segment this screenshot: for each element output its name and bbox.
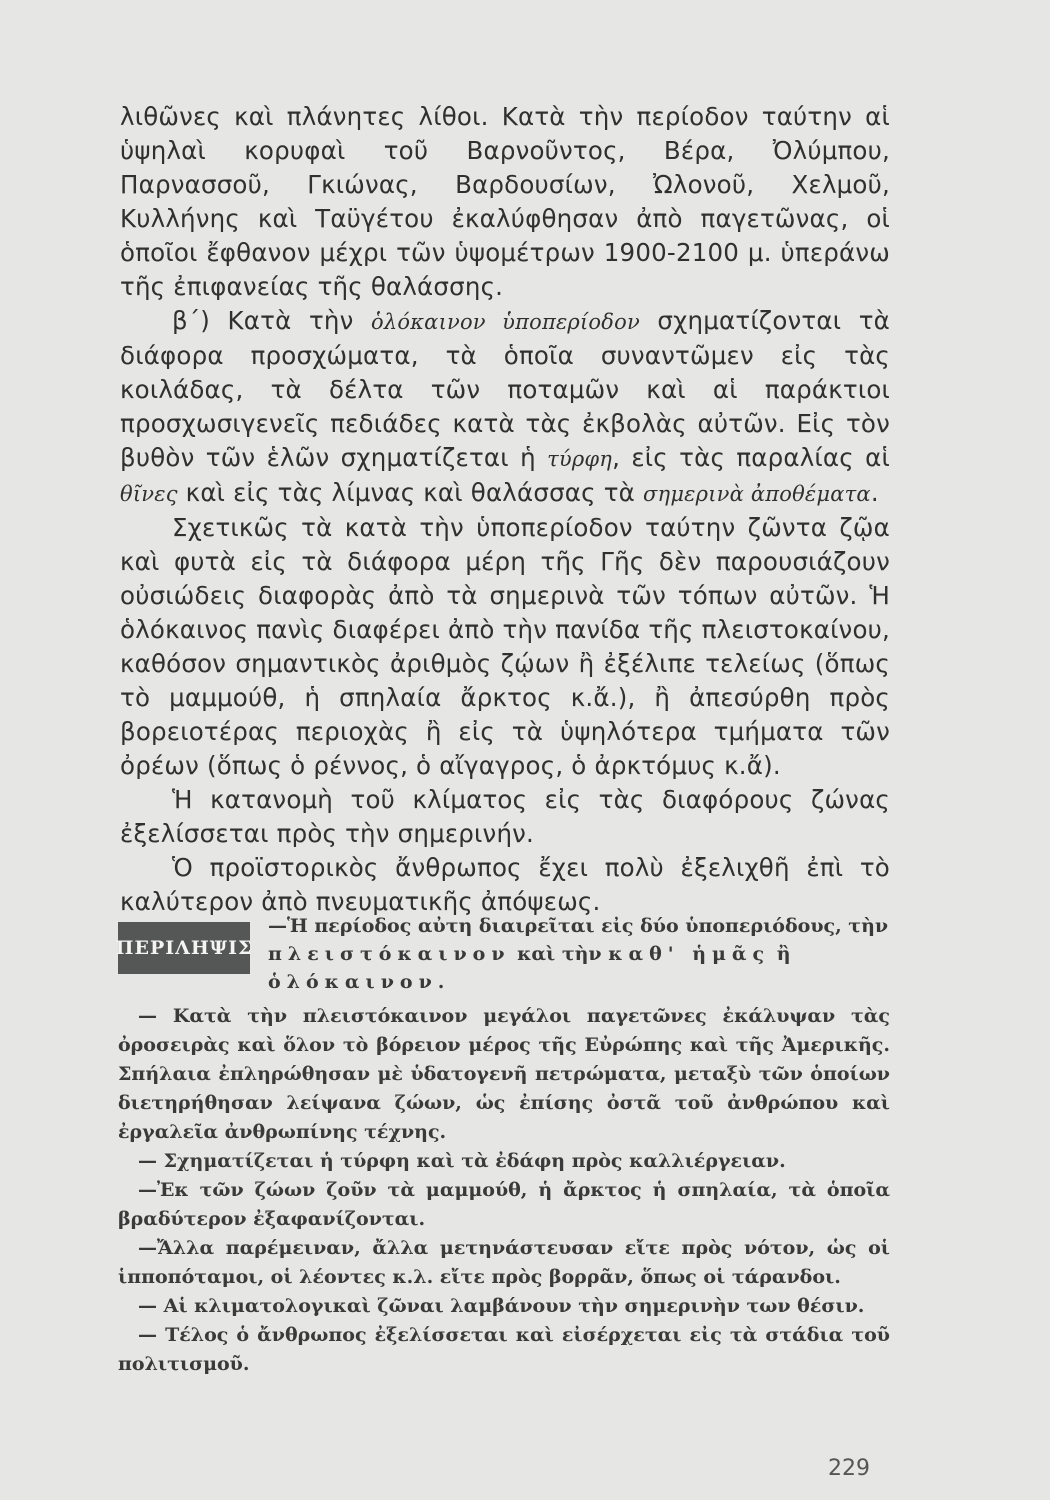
spaced-term: ὁλόκαινον: [268, 971, 438, 993]
text-run: σχηματίζονται τὰ διάφορα προσχώματα, τὰ ὁποῖα συναντῶμεν εἰς τὰς κοιλάδας, τὰ δέλτα τῶν ποταμῶν καὶ αἱ παράκτιοι προσχωσιγενεῖς πεδιάδες κατὰ τὰς ἐκβολὰς αὐτῶν. Εἰς τὸν βυθὸν τῶν ἑλῶν σχηματίζεται ἡ: [120, 306, 890, 472]
summary-item: — Τέλος ὁ ἄνθρωπος ἐξελίσσεται καὶ εἰσέρχεται εἰς τὰ στάδια τοῦ πολιτισμοῦ.: [118, 1324, 890, 1375]
text-run: .: [437, 971, 445, 993]
summary-intro-text: [268, 912, 890, 996]
italic-term: τύρφη: [547, 447, 613, 471]
summary-item: — Κατὰ τὴν πλειστόκαινον μεγάλοι παγετῶνες ἐκάλυψαν τὰς ὀροσειρὰς καὶ ὅλον τὸ βόρειον μέρος τῆς Εὐρώπης καὶ τῆς Ἀμερικῆς. Σπήλαια ἐπληρώθησαν μὲ ὑδατογενῆ πετρώματα, μεταξὺ τῶν ὁποίων διετηρήθησαν λείψανα ζώων, ὡς ἐπίσης ὀστᾶ τοῦ ἀνθρώπου καὶ ἐργαλεῖα ἀνθρωπίνης τέχνης.: [118, 1005, 890, 1143]
text-run: , εἰς τὰς παραλίας αἱ: [612, 443, 890, 472]
summary-item: —Ἄλλα παρέμειναν, ἄλλα μετηνάστευσαν εἴτε πρὸς νότον, ὡς οἱ ἱπποπόταμοι, οἱ λέοντες κ.λ. εἴτε πρὸς βορρᾶν, ὅπως οἱ τάρανδοι.: [118, 1237, 890, 1288]
summary-badge: ΠΕΡΙΛΗΨΙΣ: [118, 922, 250, 974]
text-run: καὶ τὴν: [510, 943, 609, 965]
page-number: 229: [828, 1456, 870, 1481]
italic-term: θῖνες: [120, 482, 178, 506]
paragraph-1: λιθῶνες καὶ πλάνητες λίθοι. Κατὰ τὴν περίοδον ταύτην αἱ ὑψηλαὶ κορυφαὶ τοῦ Βαρνοῦντος, Βέρα, Ὀλύμπου, Παρνασσοῦ, Γκιώνας, Βαρδουσίων, Ὠλονοῦ, Χελμοῦ, Κυλλήνης καὶ Ταϋγέτου ἐκαλύφθησαν ἀπὸ παγετῶνας, οἱ ὁποῖοι ἔφθανον μέχρι τῶν ὑψομέτρων 1900-2100 μ. ὑπεράνω τῆς ἐπιφανείας τῆς θαλάσσης.: [120, 102, 890, 301]
summary-item: — Αἱ κλιματολογικαὶ ζῶναι λαμβάνουν τὴν σημερινὴν των θέσιν.: [138, 1295, 865, 1317]
text-run: —Ἡ περίοδος αὐτη διαιρεῖται εἰς δύο ὑποπεριόδους, τὴν: [268, 915, 889, 937]
italic-term: σημερινὰ ἀποθέματα: [643, 482, 871, 506]
summary-item: —Ἐκ τῶν ζώων ζοῦν τὰ μαμμούθ, ἡ ἄρκτος ἡ σπηλαία, τὰ ὁποῖα βραδύτερον ἐξαφανίζονται.: [118, 1179, 890, 1230]
paragraph-2: [120, 304, 890, 511]
text-run: .: [870, 478, 879, 507]
paragraph-3: Σχετικῶς τὰ κατὰ τὴν ὑποπερίοδον ταύτην ζῶντα ζῷα καὶ φυτὰ εἰς τὰ διάφορα μέρη τῆς Γῆς δὲν παρουσιάζουν οὐσιώδεις διαφορὰς ἀπὸ τὰ σημερινὰ τῶν τόπων αὐτῶν. Ἡ ὁλόκαινος πανὶς διαφέρει ἀπὸ τὴν πανίδα τῆς πλειστοκαίνου, καθόσον σημαντικὸς ἀριθμὸς ζῴων ἢ ἐξέλιπε τελείως (ὅπως τὸ μαμμούθ, ἡ σπηλαία ἄρκτος κ.ἄ.), ἢ ἀπεσύρθη πρὸς βορειοτέρας περιοχὰς ἢ εἰς τὰ ὑψηλότερα τμήματα τῶν ὀρέων (ὅπως ὁ ρέννος, ὁ αἴγαγρος, ὁ ἀρκτόμυς κ.ἄ).: [120, 513, 890, 780]
text-run: ἢ: [770, 943, 791, 965]
italic-term: ὁλόκαινον ὑποπερίοδον: [371, 310, 640, 334]
paragraph-5: Ὁ προϊστορικὸς ἄνθρωπος ἔχει πολὺ ἐξελιχθῆ ἐπὶ τὸ καλύτερον ἀπὸ πνευματικῆς ἀπόψεως.: [120, 853, 890, 916]
text-run: β΄) Κατὰ τὴν: [172, 306, 372, 335]
spaced-term: πλειστόκαινον: [268, 943, 511, 965]
main-text: [120, 100, 890, 919]
spaced-term: καθ' ἡμᾶς: [608, 943, 771, 965]
paragraph-4: Ἡ κατανομὴ τοῦ κλίματος εἰς τὰς διαφόρους ζώνας ἐξελίσσεται πρὸς τὴν σημερινήν.: [120, 785, 890, 848]
summary-intro: [268, 912, 890, 996]
text-run: καὶ εἰς τὰς λίμνας καὶ θαλάσσας τὰ: [177, 478, 644, 507]
summary-list: [118, 1002, 890, 1379]
summary-header: [115, 912, 890, 1002]
summary-item: — Σχηματίζεται ἡ τύρφη καὶ τὰ ἐδάφη πρὸς καλλιέργειαν.: [138, 1150, 786, 1172]
